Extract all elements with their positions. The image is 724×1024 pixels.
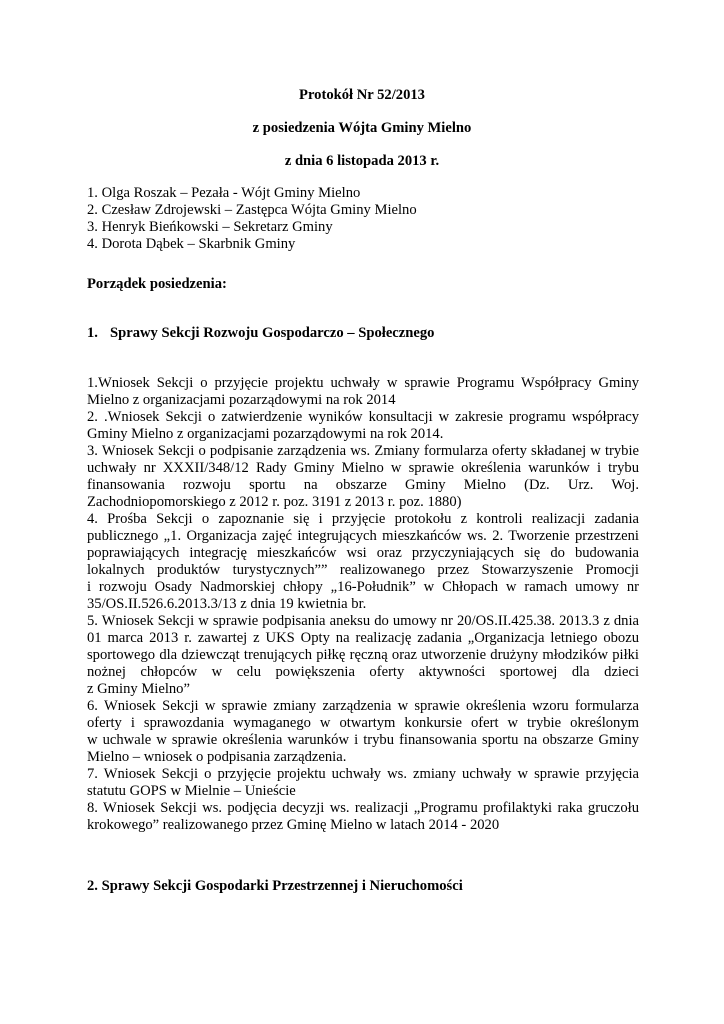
- body-line: oferty i sprawozdania wymaganego w otwartym konkursie ofert w trybie określonym: [87, 715, 639, 731]
- body-line: krokowego” realizowanego przez Gminę Mielno w latach 2014 - 2020: [87, 817, 500, 833]
- meeting-subtitle: z posiedzenia Wójta Gminy Mielno: [252, 120, 472, 136]
- meeting-date: z dnia 6 listopada 2013 r.: [284, 153, 440, 169]
- body-line: Gminy Mielno z organizacjami pozarządowymi na rok 2014.: [87, 426, 444, 442]
- section1-heading: [87, 325, 434, 342]
- body-line: publicznego „1. Organizacja zajęć integrujących mieszkańców ws. 2. Tworzenie przestrzeni: [87, 528, 639, 544]
- body-line: Mielno – wniosek o podpisania zarządzenia.: [87, 749, 347, 765]
- body-line: Mielno z organizacjami pozarządowymi na rok 2014: [87, 392, 396, 408]
- body-line: 3. Wniosek Sekcji o podpisanie zarządzenia ws. Zmiany formularza oferty składanej w trybie: [87, 443, 639, 459]
- attendee-item: 2. Czesław Zdrojewski – Zastępca Wójta Gminy Mielno: [87, 202, 417, 218]
- body-line: nożnej chłopców w celu powiększenia oferty aktywności sportowej dla dzieci: [87, 664, 639, 680]
- body-line: w uchwale w sprawie określenia warunków i trybu finansowania sportu na obszarze Gminy: [87, 732, 639, 748]
- body-line: i rozwoju Osady Nadmorskiej chłopy „16-Południk” w Chłopach w ramach umowy nr: [87, 579, 639, 595]
- section2-heading: 2. Sprawy Sekcji Gospodarki Przestrzennej i Nieruchomości: [87, 878, 463, 894]
- body-line: sportowego dla dziewcząt trenujących piłkę ręczną oraz utworzenie drużyny młodzików piłki: [87, 647, 639, 663]
- section1-number: 1.: [87, 325, 98, 341]
- body-line: 7. Wniosek Sekcji o przyjęcie projektu uchwały ws. zmiany uchwały w sprawie przyjęcia: [87, 766, 639, 782]
- body-line: 8. Wniosek Sekcji ws. podjęcia decyzji ws. realizacji „Programu profilaktyki raka gruczołu: [87, 800, 639, 816]
- body-line: 1.Wniosek Sekcji o przyjęcie projektu uchwały w sprawie Programu Współpracy Gminy: [87, 375, 639, 391]
- protocol-title: Protokół Nr 52/2013: [299, 87, 425, 103]
- body-line: 4. Prośba Sekcji o zapoznanie się i przyjęcie protokołu z kontroli realizacji zadania: [87, 511, 639, 527]
- body-line: 6. Wniosek Sekcji w sprawie zmiany zarządzenia w sprawie określenia wzoru formularza: [87, 698, 639, 714]
- body-line: uchwały nr XXXII/348/12 Rady Gminy Mielno w sprawie określenia warunków i trybu: [87, 460, 639, 476]
- attendee-item: 1. Olga Roszak – Pezała - Wójt Gminy Mielno: [87, 185, 361, 201]
- section1-body: [87, 375, 639, 834]
- body-line: 35/OS.II.526.6.2013.3/13 z dnia 19 kwietnia br.: [87, 596, 367, 612]
- attendee-item: 4. Dorota Dąbek – Skarbnik Gminy: [87, 236, 296, 252]
- body-line: 01 marca 2013 r. zawartej z UKS Opty na realizację zadania „Organizacja letniego obozu: [87, 630, 639, 646]
- attendee-list: [87, 185, 417, 253]
- attendee-item: 3. Henryk Bieńkowski – Sekretarz Gminy: [87, 219, 333, 235]
- body-line: statutu GOPS w Mielnie – Unieście: [87, 783, 296, 799]
- body-line: 2. .Wniosek Sekcji o zatwierdzenie wyników konsultacji w zakresie programu współpracy: [87, 409, 639, 425]
- body-line: z Gminy Mielno”: [87, 681, 190, 697]
- section1-title: Sprawy Sekcji Rozwoju Gospodarczo – Społecznego: [110, 325, 435, 341]
- body-line: Zachodniopomorskiego z 2012 r. poz. 3191 z 2013 r. poz. 1880): [87, 494, 462, 510]
- agenda-heading: Porządek posiedzenia:: [87, 276, 227, 292]
- body-line: poprawiających integrację mieszkańców wsi oraz przyczyniających się do budowania: [87, 545, 639, 561]
- body-line: 5. Wniosek Sekcji w sprawie podpisania aneksu do umowy nr 20/OS.II.425.38. 2013.3 z dnia: [87, 613, 639, 629]
- body-line: finansowania rozwoju sportu na obszarze Gminy Mielno (Dz. Urz. Woj.: [87, 477, 639, 493]
- body-line: lokalnych produktów turystycznych”” realizowanego przez Stowarzyszenie Promocji: [87, 562, 639, 578]
